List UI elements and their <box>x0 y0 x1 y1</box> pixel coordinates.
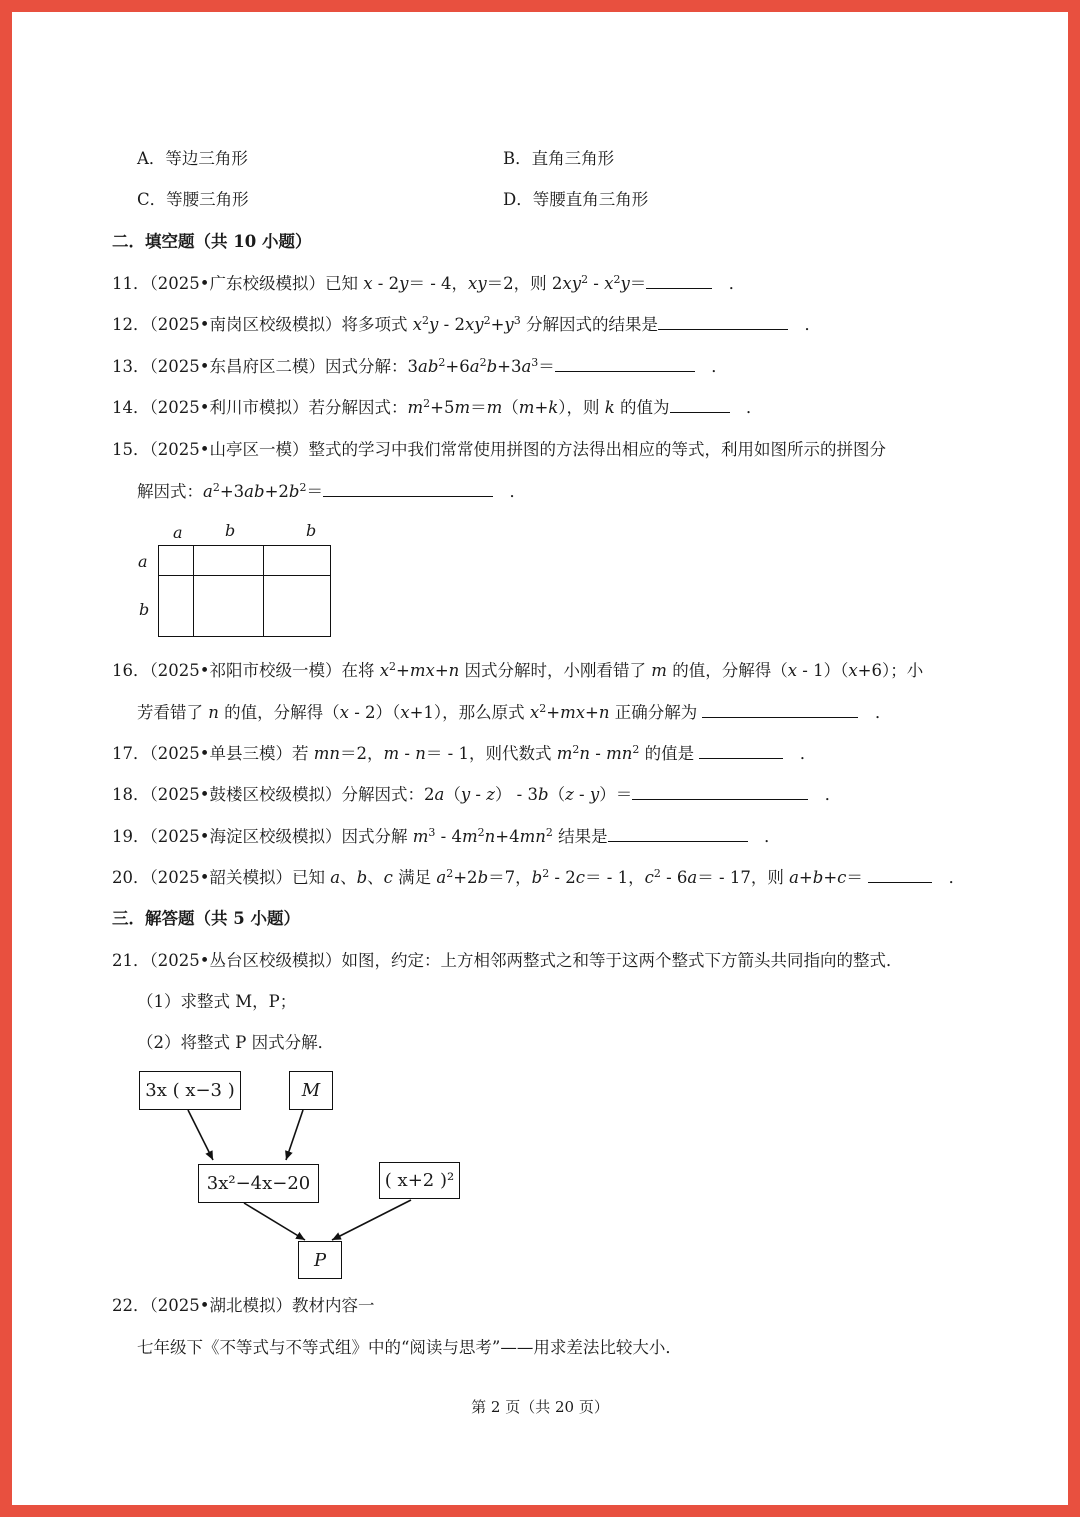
question-source: （2025•南岗区校级模拟） <box>149 315 342 334</box>
question-16: 16．（2025•祁阳市校级一模）在将 $x^2+mx+n$ 因式分解时，小刚看错了 m 的值，分解得（x - 1）（x+6）；小 <box>112 660 924 680</box>
question-source: （2025•山亭区一模） <box>149 440 309 459</box>
question-22 <box>112 1294 374 1318</box>
top-label-b2: b <box>306 521 317 540</box>
question-20: 20．（2025•韶关模拟）已知 a、b、c 满足 $a^2+2b=7$，$b^2 - 2c= - 1$，$c^2 - 6a= - 17$，则 a+b+c＝ ． <box>112 867 966 887</box>
question-number: 14． <box>112 398 150 417</box>
box-p: P <box>298 1241 342 1279</box>
question-source: （2025•广东校级模拟） <box>149 274 325 293</box>
question-number: 21． <box>112 951 150 970</box>
question-number: 18． <box>112 785 150 804</box>
question-number: 16． <box>112 661 150 680</box>
arrow-box3-to-box5 <box>244 1203 305 1240</box>
question-number: 11． <box>112 274 150 293</box>
question-16-line2: 芳看错了 n 的值，分解得（x - 2）（x+1），那么原式 $x^2+mx+n$ 正确分解为 ． <box>137 702 892 722</box>
question-number: 22． <box>112 1296 150 1315</box>
box-m: M <box>289 1071 333 1110</box>
question-text: 如图，约定：上方相邻两整式之和等于这两个整式下方箭头共同指向的整式． <box>341 951 903 970</box>
arrow-box2-to-box3 <box>286 1110 303 1160</box>
box-3x2-4x-20: 3x²−4x−20 <box>198 1164 319 1203</box>
question-number: 19． <box>112 827 150 846</box>
arrow-box4-to-box5 <box>332 1200 411 1240</box>
question-source: （2025•利川市模拟） <box>149 398 309 417</box>
question-number: 13． <box>112 357 150 376</box>
question-text: 解因式： <box>137 482 203 501</box>
question-22-line2: 七年级下《不等式与不等式组》中的“阅读与思考”——用求差法比较大小． <box>137 1338 682 1357</box>
question-source: （2025•祁阳市校级一模） <box>149 661 342 680</box>
question-source: （2025•湖北模拟） <box>149 1296 292 1315</box>
question-source: （2025•海淀区校级模拟） <box>149 827 342 846</box>
question-number: 15． <box>112 440 150 459</box>
question-source: （2025•单县三模） <box>149 744 292 763</box>
option-c: C．等腰三角形 <box>137 190 249 209</box>
side-label-a: a <box>138 552 148 571</box>
question-12: 12．（2025•南岗区校级模拟）将多项式 $x^2y - 2xy^2+y^3$ 分解因式的结果是 ． <box>112 314 821 334</box>
arrow-box1-to-box3 <box>188 1110 213 1160</box>
question-14: 14．（2025•利川市模拟）若分解因式：$m^2+5m=m(m+k)$，则 k 的值为 ． <box>112 397 763 417</box>
box-3x-x-minus-3: 3x ( x−3 ) <box>139 1071 241 1110</box>
side-label-b: b <box>139 600 150 619</box>
question-21-part2: （2）将整式 P 因式分解． <box>137 1033 335 1052</box>
option-d: D．等腰直角三角形 <box>503 190 649 209</box>
top-label-a: a <box>173 523 183 542</box>
question-17: 17．（2025•单县三模）若 mn＝2，m - n＝ - 1，则代数式 $m^2n - mn^2$ 的值是 ． <box>112 743 817 763</box>
question-number: 17． <box>112 744 150 763</box>
question-number: 12． <box>112 315 150 334</box>
question-source: （2025•东昌府区二模） <box>149 357 325 376</box>
question-text: 教材内容一 <box>291 1296 375 1315</box>
page-footer: 第 2 页（共 20 页） <box>471 1398 609 1416</box>
option-b: B．直角三角形 <box>503 149 615 168</box>
question-source: （2025•丛台区校级模拟） <box>149 951 342 970</box>
question-13: 13．（2025•东昌府区二模）因式分解：$3ab^2+6a^2b+3a^3=$ ． <box>112 356 728 376</box>
top-label-b1: b <box>225 521 236 540</box>
question-21-part1: （1）求整式 M，P； <box>137 992 297 1011</box>
question-19: 19．（2025•海淀区校级模拟）因式分解 $m^3 - 4m^2n+4mn^2$ 结果是 ． <box>112 826 781 846</box>
box-x-plus-2-squared: ( x+2 )² <box>379 1162 460 1199</box>
question-source: （2025•韶关模拟） <box>149 868 292 887</box>
question-11: 11．（2025•广东校级模拟）已知 x - 2y＝ - 4，xy＝2，则 $2xy^2 - x^2y=$ ． <box>112 273 746 293</box>
section-title-fill-in: 二．填空题（共 10 小题） <box>112 232 312 251</box>
question-source: （2025•鼓楼区校级模拟） <box>149 785 342 804</box>
question-18: 18．（2025•鼓楼区校级模拟）分解因式：2a（y - z） - 3b（z - y）＝ ． <box>112 785 842 804</box>
question-number: 20． <box>112 868 150 887</box>
question-15-line2: 解因式：$a^2+3ab+2b^2=$ ． <box>137 481 526 501</box>
option-a: A．等边三角形 <box>137 149 248 168</box>
question-text: 整式的学习中我们常常使用拼图的方法得出相应的等式，利用如图所示的拼图分 <box>308 440 886 459</box>
section-title-solve: 三．解答题（共 5 小题） <box>112 909 300 928</box>
